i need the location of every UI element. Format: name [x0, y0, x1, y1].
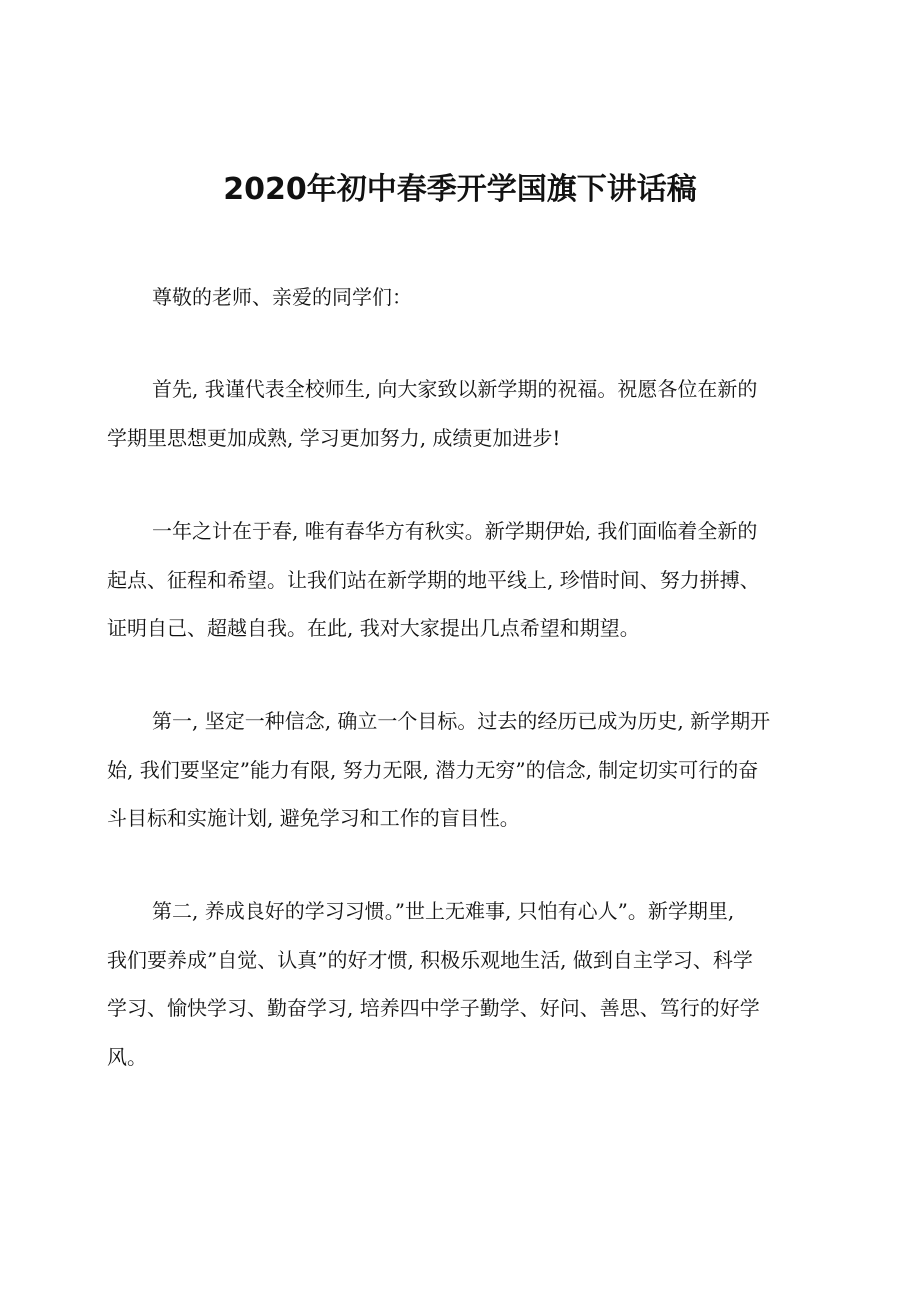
paragraph-line: 起点、征程和希望。让我们站在新学期的地平线上, 珍惜时间、努力拼搏、 — [107, 567, 760, 592]
paragraph-line: 学期里思想更加成熟, 学习更加努力, 成绩更加进步! — [107, 425, 561, 450]
salutation: 尊敬的老师、亲爱的同学们： — [152, 285, 412, 309]
paragraph-4 — [107, 887, 819, 1081]
paragraph-line: 我们要养成”自觉、认真”的好才惯, 积极乐观地生活, 做到自主学习、科学 — [107, 947, 753, 972]
paragraph-line: 一年之计在于春, 唯有春华方有秋实。新学期伊始, 我们面临着全新的 — [152, 519, 758, 543]
document-title: 2020年初中春季开学国旗下讲话稿 — [223, 172, 697, 207]
paragraph-line: 第二, 养成良好的学习习惯。”世上无难事, 只怕有心人”。新学期里, — [152, 899, 735, 923]
paragraph-line: 首先, 我谨代表全校师生, 向大家致以新学期的祝福。祝愿各位在新的 — [152, 377, 758, 401]
paragraph-line: 斗目标和实施计划, 避免学习和工作的盲目性。 — [107, 806, 520, 830]
paragraph-line: 学习、愉快学习、勤奋学习, 培养四中学子勤学、好问、善思、笃行的好学 — [107, 996, 760, 1020]
paragraph-line: 风。 — [107, 1044, 147, 1069]
paragraph-line: 证明自己、超越自我。在此, 我对大家提出几点希望和期望。 — [107, 616, 640, 640]
paragraph-line: 始, 我们要坚定”能力有限, 努力无限, 潜力无穷”的信念, 制定切实可行的奋 — [107, 757, 759, 782]
paragraph-line: 第一, 坚定一种信念, 确立一个目标。过去的经历已成为历史, 新学期开 — [152, 709, 771, 733]
paragraph-1 — [107, 365, 819, 462]
paragraph-2 — [107, 507, 819, 653]
paragraph-3 — [107, 697, 819, 843]
